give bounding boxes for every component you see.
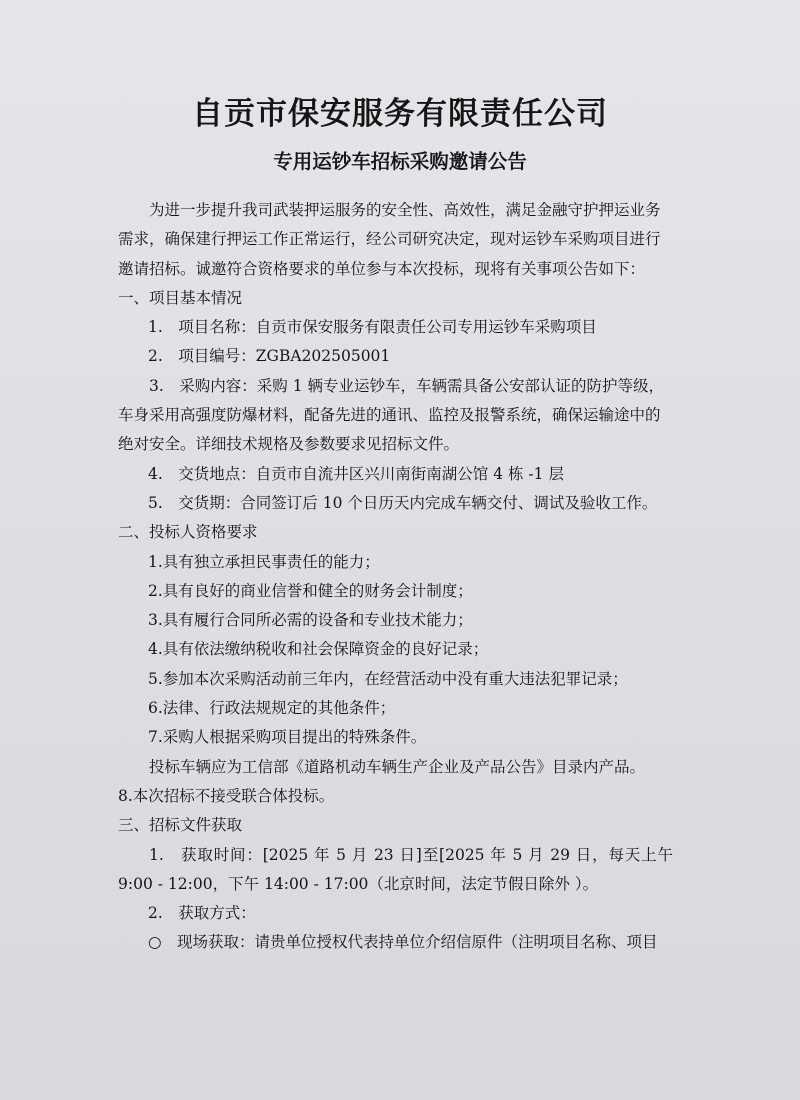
acquisition-method: 2. 获取方式： [148,904,256,923]
notice-title: 专用运钞车招标采购邀请公告 [273,150,527,173]
section1-item-code: 2. 项目编号：ZGBA202505001 [148,347,391,366]
acquisition-time: 1. 获取时间：[2025 年 5 月 23 日]至[2025 年 5 月 29 日，每天上午 9:00 - 12:00，下午 14:00 - 17:00（北京时间，法定节假日除外 ）。 [118,845,673,893]
qualification-item: 1.具有独立承担民事责任的能力； [148,552,380,571]
qualification-item: 6.法律、行政法规规定的其他条件； [148,699,396,718]
qualification-item: 2.具有良好的商业信誉和健全的财务会计制度； [148,581,473,600]
qualification-item: 5.参加本次采购活动前三年内，在经营活动中没有重大违法犯罪记录； [148,669,628,688]
intro-paragraph: 为进一步提升我司武装押运服务的安全性、高效性，满足金融守护押运业务需求，确保建行押运工作正常运行，经公司研究决定，现对运钞车采购项目进行邀请招标。诚邀符合资格要求的单位参与本次投标，现将有关事项公告如下： [118,201,661,278]
qualification-item: 4.具有依法缴纳税收和社会保障资金的良好记录； [148,640,489,659]
qualification-item: 7.采购人根据采购项目提出的特殊条件。 [148,728,427,747]
section1-item-content: 3. 采购内容：采购 1 辆专业运钞车，车辆需具备公安部认证的防护等级，车身采用高强度防爆材料，配备先进的通讯、监控及报警系统，确保运输途中的绝对安全。详细技术规格及参数要求见招标文件。 [118,376,665,454]
qualification-item: 3.具有履行合同所必需的设备和专业技术能力； [148,611,473,630]
section1-item-delivery: 5. 交货期：合同签订后 10 个日历天内完成车辆交付、调试及验收工作。 [148,493,658,512]
qualification-item-8: 8.本次招标不接受联合体投标。 [118,786,335,805]
section1-item-name: 1. 项目名称：自贡市保安服务有限责任公司专用运钞车采购项目 [148,318,597,337]
onsite-acquisition: ○ 现场获取：请贵单位授权代表持单位介绍信原件（注明项目名称、项目 [148,933,658,952]
section1-item-location: 4. 交货地点：自贡市自流井区兴川南街南湖公馆 4 栋 -1 层 [148,464,564,483]
vehicle-requirement-note: 投标车辆应为工信部《道路机动车辆生产企业及产品公告》目录内产品。 [149,757,646,776]
section2-heading: 二、投标人资格要求 [118,523,258,542]
section1-heading: 一、项目基本情况 [118,288,243,307]
section3-heading: 三、招标文件获取 [118,816,243,835]
company-name: 自贡市保安服务有限责任公司 [192,96,608,132]
document-body [118,196,673,958]
